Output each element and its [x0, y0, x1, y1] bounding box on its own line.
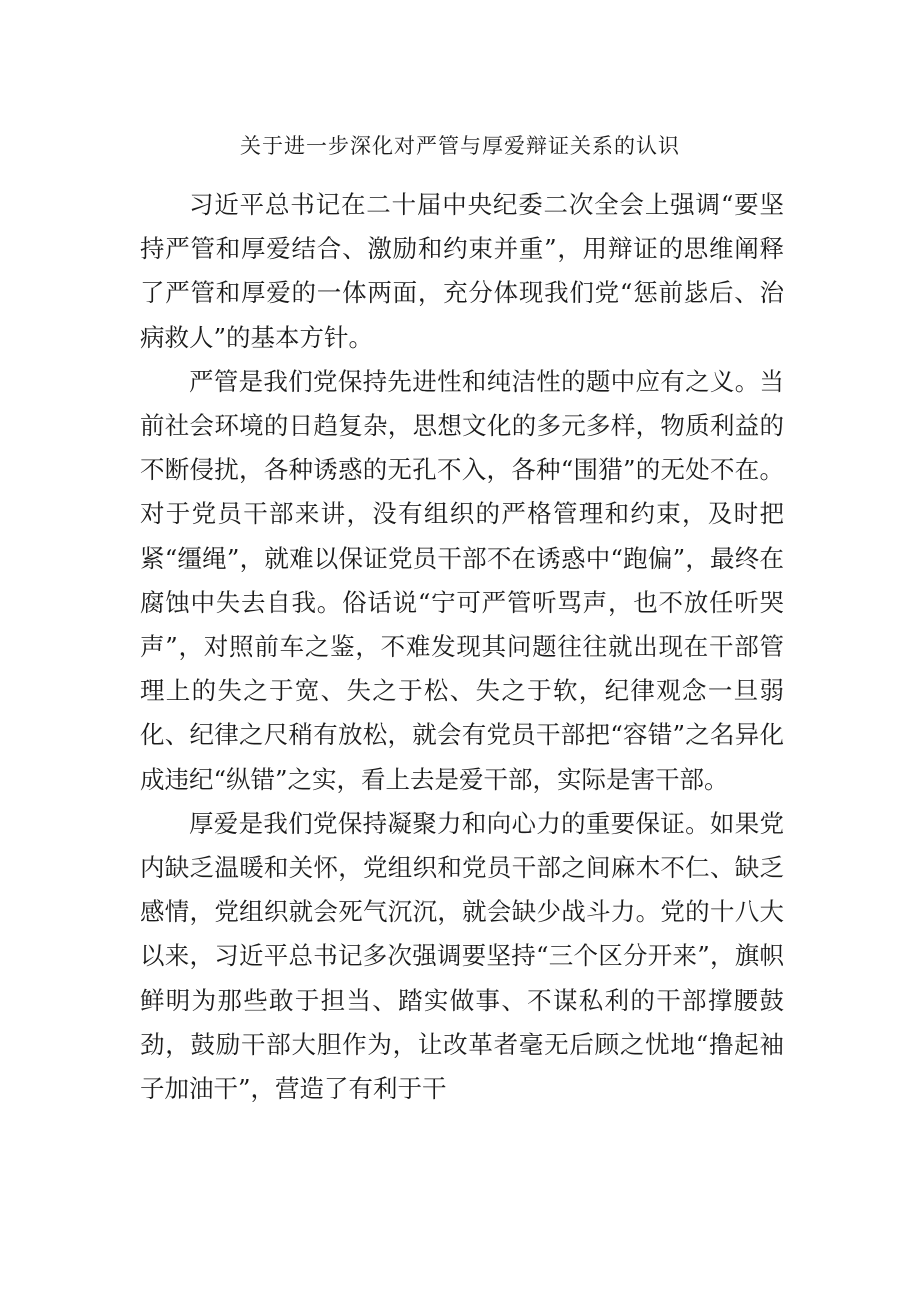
paragraph-2: 严管是我们党保持先进性和纯洁性的题中应有之义。当前社会环境的日趋复杂，思想文化的多元多样，物质利益的不断侵扰，各种诱惑的无孔不入，各种“围猎”的无处不在。对于党员干部来讲，没有组织的严格管理和约束，及时把紧“缰绳”，就难以保证党员干部不在诱惑中“跑偏”，最终在腐蚀中失去自我。俗话说“宁可严管听骂声，也不放任听哭声”，对照前车之鉴，不难发现其问题往往就出现在干部管理上的失之于宽、失之于松、失之于软，纪律观念一旦弱化、纪律之尺稍有放松，就会有党员干部把“容错”之名异化成违纪“纵错”之实，看上去是爱干部，实际是害干部。 [140, 366, 784, 794]
paragraph-1: 习近平总书记在二十届中央纪委二次全会上强调“要坚持严管和厚爱结合、激励和约束并重”，用辩证的思维阐释了严管和厚爱的一体两面，充分体现我们党“惩前毖后、治病救人”的基本方针。 [140, 190, 784, 352]
document-body [140, 183, 784, 1111]
paragraph-3: 厚爱是我们党保持凝聚力和向心力的重要保证。如果党内缺乏温暖和关怀，党组织和党员干部之间麻木不仁、缺乏感情，党组织就会死气沉沉，就会缺少战斗力。党的十八大以来，习近平总书记多次强调要坚持“三个区分开来”，旗帜鲜明为那些敢于担当、踏实做事、不谋私利的干部撑腰鼓劲，鼓励干部大胆作为，让改革者毫无后顾之忧地“撸起袖子加油干”，营造了有利于干 [140, 808, 784, 1104]
document-title: 关于进一步深化对严管与厚爱辩证关系的认识 [240, 134, 680, 158]
